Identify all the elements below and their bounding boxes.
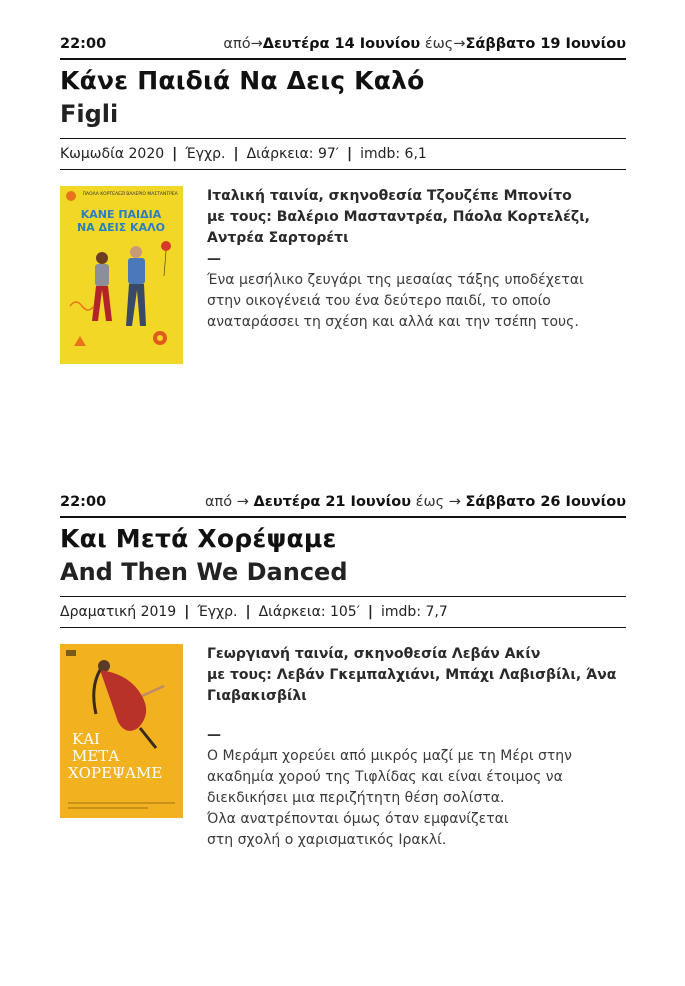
poster-title-line1: ΚΑΝΕ ΠΑΙΔΙΑ: [80, 208, 162, 221]
credits-line: με τους: Βαλέριο Μασταντρέα, Πάολα Κορτελέζι,: [207, 209, 590, 225]
separator: |: [233, 146, 239, 162]
imdb-rating: imdb: 7,7: [381, 604, 448, 620]
start-date: Δευτέρα 14 Ιουνίου: [262, 36, 421, 52]
dash-divider: —: [207, 727, 221, 743]
credits-line: Γεωργιανή ταινία, σκηνοθεσία Λεβάν Ακίν: [207, 646, 541, 662]
duration: Διάρκεια: 105′: [258, 604, 360, 620]
film-entry-figli: [60, 36, 626, 364]
duration: Διάρκεια: 97′: [246, 146, 339, 162]
poster-title-line2: ΝΑ ΔΕΙΣ ΚΑΛΟ: [77, 221, 165, 234]
synopsis-line: αναταράσσει τη σχέση και αλλά και την τσέπη τους.: [207, 314, 579, 330]
greek-title: Κάνε Παιδιά Να Δεις Καλό: [60, 66, 425, 95]
credits-line: Γιαβακισβίλι: [207, 688, 307, 704]
synopsis-line: στην οικογένειά του ένα δεύτερο παιδί, το οποίο: [207, 293, 551, 309]
poster-image: [60, 186, 183, 364]
film-body: [60, 186, 626, 364]
schedule-row: [60, 36, 626, 60]
original-title: And Then We Danced: [60, 558, 348, 586]
film-body: [60, 644, 626, 851]
greek-title: Και Μετά Χορέψαμε: [60, 524, 337, 553]
original-title: Figli: [60, 100, 119, 128]
poster-title-line2: ΜΕΤΑ: [72, 747, 120, 765]
poster-title-line3: ΧΟΡΕΨΑΜΕ: [68, 764, 163, 782]
date-range: [205, 494, 626, 510]
arrow-icon: →: [448, 494, 461, 510]
synopsis-line: Ο Μεράμπ χορεύει από μικρός μαζί με τη Μέρι στην: [207, 748, 572, 764]
poster-image: [60, 644, 183, 818]
credits-line: Αντρέα Σαρτορέτι: [207, 230, 349, 246]
synopsis-line: Όλα ανατρέπονται όμως όταν εμφανίζεται: [207, 811, 509, 827]
synopsis-line: στη σχολή ο χαρισματικός Ιρακλί.: [207, 832, 447, 848]
imdb-rating: imdb: 6,1: [360, 146, 427, 162]
separator: |: [367, 604, 374, 620]
separator: |: [172, 146, 178, 162]
start-date: Δευτέρα 21 Ιουνίου: [253, 494, 411, 510]
language: Έγχρ.: [185, 146, 226, 162]
film-description: [207, 186, 590, 364]
language: Έγχρ.: [197, 604, 238, 620]
poster-title-line1: ΚΑΙ: [72, 730, 100, 748]
date-range: [223, 36, 626, 52]
end-date: Σάββατο 19 Ιουνίου: [465, 36, 626, 52]
schedule-row: [60, 494, 626, 518]
film-entry-and-then-we-danced: [60, 494, 626, 851]
genre-year: Κωμωδία 2020: [60, 146, 165, 162]
poster-figli-art: [60, 186, 183, 364]
dash-divider: —: [207, 251, 221, 267]
screening-time: 22:00: [60, 494, 107, 510]
to-word: έως: [415, 494, 445, 510]
synopsis-line: Ένα μεσήλικο ζευγάρι της μεσαίας τάξης υποδέχεται: [207, 272, 584, 288]
credits-line: με τους: Λεβάν Γκεμπαλχιάνι, Μπάχι Λαβισβίλι, Άνα: [207, 667, 617, 683]
separator: |: [184, 604, 190, 620]
poster-dance-art: [60, 644, 183, 818]
synopsis-line: διεκδικήσει μια περιζήτητη θέση σολίστα.: [207, 790, 505, 806]
film-description: [207, 644, 616, 851]
end-date: Σάββατο 26 Ιουνίου: [465, 494, 626, 510]
screening-time: 22:00: [60, 36, 107, 52]
separator: |: [346, 146, 353, 162]
poster-actor-left: ΠΑΟΛΑ ΚΟΡΤΕΛΕΖΙ: [82, 192, 126, 197]
genre-year: Δραματική 2019: [60, 604, 177, 620]
credits-line: Ιταλική ταινία, σκηνοθεσία Τζουζέπε Μπονίτο: [207, 188, 572, 204]
info-bar: [60, 138, 626, 170]
arrow-icon: →: [453, 36, 466, 52]
to-word: έως: [424, 36, 454, 52]
arrow-icon: →: [236, 494, 249, 510]
arrow-icon: →: [250, 36, 263, 52]
poster-actor-right: ΒΑΛΕΡΙΟ ΜΑΣΤΑΝΤΡΕΑ: [126, 192, 178, 197]
from-word: από: [223, 36, 251, 52]
from-word: από: [204, 494, 233, 510]
synopsis-line: ακαδημία χορού της Τιφλίδας και είναι έτοιμος να: [207, 769, 563, 785]
info-bar: [60, 596, 626, 628]
separator: |: [245, 604, 251, 620]
